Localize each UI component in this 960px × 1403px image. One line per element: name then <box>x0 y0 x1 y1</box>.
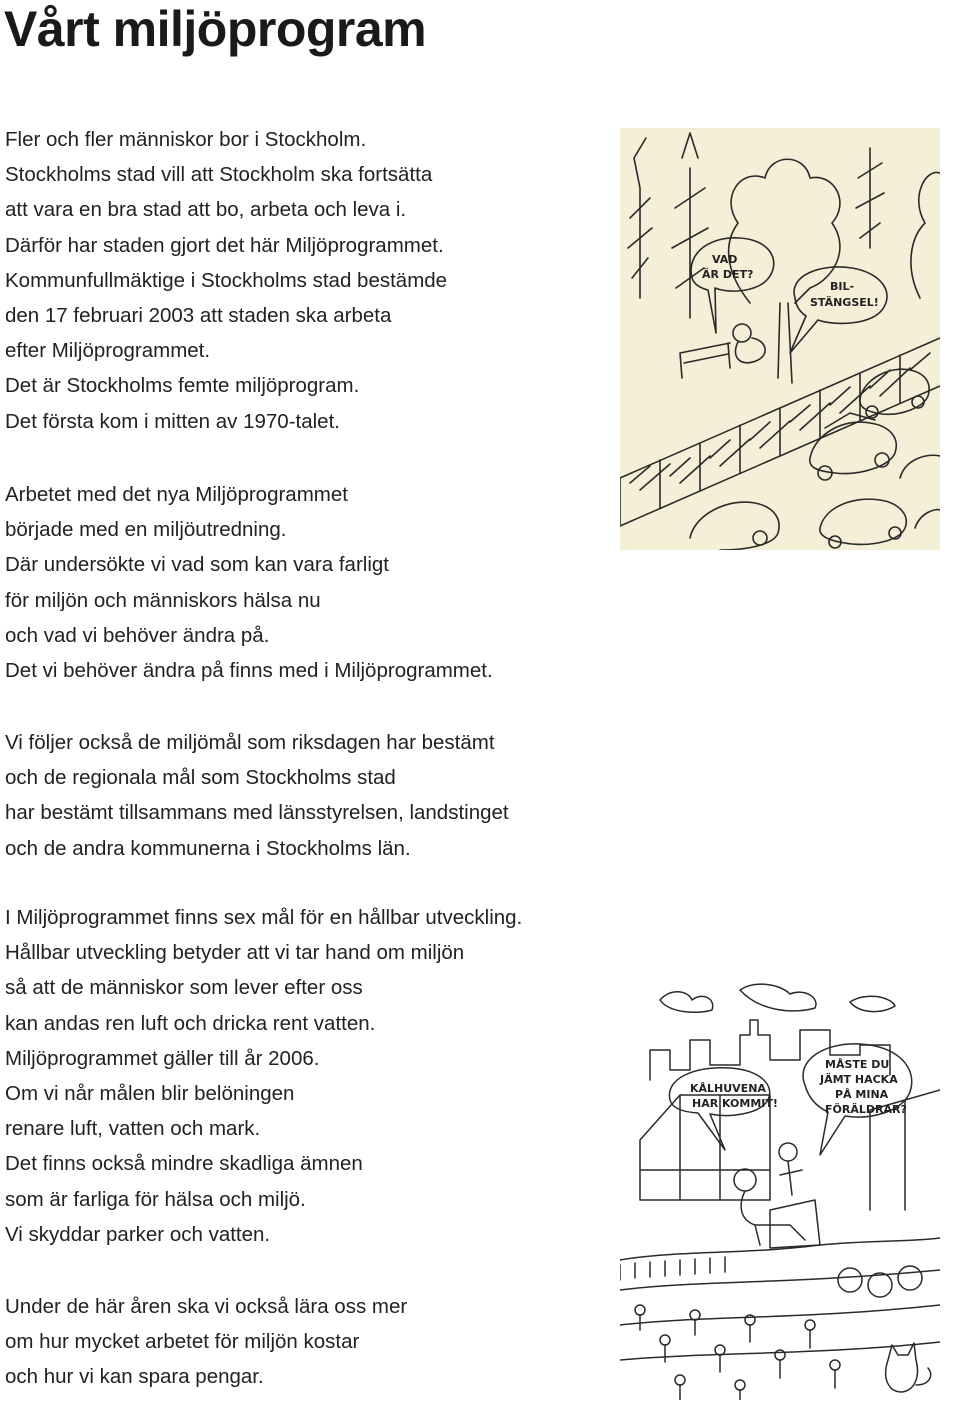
text-line: Därför har staden gjort det här Miljöprogrammet. <box>5 233 444 257</box>
paragraph-goals <box>5 725 605 866</box>
text-line: som är farliga för hälsa och miljö. <box>5 1187 306 1211</box>
speech-bubble-2-line-2: STÄNGSEL! <box>810 296 879 309</box>
text-line: att vara en bra stad att bo, arbeta och leva i. <box>5 198 407 222</box>
text-line: efter Miljöprogrammet. <box>5 339 211 363</box>
text-line: började med en miljöutredning. <box>5 518 287 542</box>
paragraph-investigation <box>5 477 605 688</box>
text-line: Miljöprogrammet gäller till år 2006. <box>5 1046 320 1070</box>
text-line: för miljön och människors hälsa nu <box>5 588 321 612</box>
speech-bubble-4-line-3: PÅ MINA <box>835 1088 889 1101</box>
speech-bubble-4-line-1: MÅSTE DU <box>825 1058 890 1071</box>
traffic-cartoon-drawing <box>620 128 940 550</box>
text-line: Det vi behöver ändra på finns med i Miljöprogrammet. <box>5 659 493 683</box>
text-line: Vi skyddar parker och vatten. <box>5 1222 271 1246</box>
speech-bubble-1-line-1: VAD <box>712 253 738 266</box>
text-line: Under de här åren ska vi också lära oss mer <box>5 1295 408 1318</box>
illustration-garden <box>620 980 940 1400</box>
speech-bubble-4-line-2: JÄMT HACKA <box>820 1073 898 1086</box>
text-line: så att de människor som lever efter oss <box>5 976 363 1000</box>
text-line: och de regionala mål som Stockholms stad <box>5 766 396 790</box>
text-line: den 17 februari 2003 att staden ska arbeta <box>5 304 392 328</box>
illustration-traffic-fence <box>620 128 940 550</box>
text-line: Det är Stockholms femte miljöprogram. <box>5 374 360 398</box>
text-line: Hållbar utveckling betyder att vi tar hand om miljön <box>5 941 465 965</box>
text-line: och hur vi kan spara pengar. <box>5 1365 264 1389</box>
paragraph-sustainability <box>5 900 605 1252</box>
text-line: Det första kom i mitten av 1970-talet. <box>5 409 340 433</box>
text-line: om hur mycket arbetet för miljön kostar <box>5 1330 360 1354</box>
text-line: Stockholms stad vill att Stockholm ska fortsätta <box>5 163 433 187</box>
text-line: Kommunfullmäktige i Stockholms stad bestämde <box>5 268 448 292</box>
text-line: Arbetet med det nya Miljöprogrammet <box>5 483 348 506</box>
text-line: och vad vi behöver ändra på. <box>5 623 270 647</box>
text-line: har bestämt tillsammans med länsstyrelsen, landstinget <box>5 801 509 825</box>
text-line: och de andra kommunerna i Stockholms län. <box>5 836 411 860</box>
paragraph-costs <box>5 1289 605 1395</box>
text-line: I Miljöprogrammet finns sex mål för en hållbar utveckling. <box>5 906 523 929</box>
text-line: renare luft, vatten och mark. <box>5 1117 261 1141</box>
speech-bubble-2-line-1: BIL- <box>830 280 855 293</box>
text-line: Det finns också mindre skadliga ämnen <box>5 1152 363 1176</box>
speech-bubble-4-line-4: FÖRÄLDRAR? <box>825 1103 907 1116</box>
text-line: Där undersökte vi vad som kan vara farligt <box>5 553 389 577</box>
text-line: Om vi når målen blir belöningen <box>5 1082 295 1106</box>
garden-cartoon-drawing <box>620 980 940 1400</box>
speech-bubble-3-line-1: KÅLHUVENA <box>690 1082 766 1095</box>
page-title: Vårt miljöprogram <box>4 1 427 57</box>
speech-bubble-3-line-2: HAR KOMMIT! <box>692 1097 778 1110</box>
text-line: kan andas ren luft och dricka rent vatten. <box>5 1011 376 1035</box>
speech-bubble-1-line-2: ÄR DET? <box>702 268 754 281</box>
text-line: Vi följer också de miljömål som riksdagen har bestämt <box>5 731 495 754</box>
paragraph-intro <box>5 122 605 439</box>
text-line: Fler och fler människor bor i Stockholm. <box>5 128 367 151</box>
